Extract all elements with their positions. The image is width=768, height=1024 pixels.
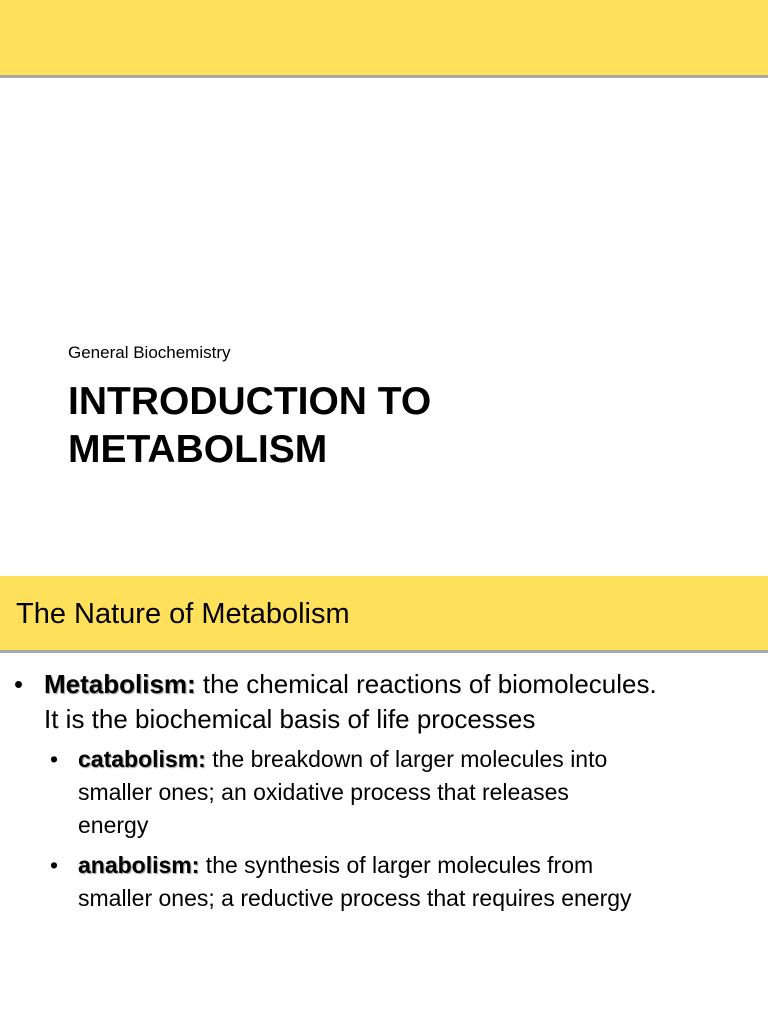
catabolism-line-3: energy bbox=[78, 812, 149, 838]
anabolism-bullet bbox=[50, 849, 750, 915]
bullet-dot-icon: • bbox=[14, 669, 24, 699]
course-subtitle: General Biochemistry bbox=[68, 343, 231, 362]
slide-title bbox=[68, 378, 431, 474]
anabolism-text bbox=[78, 849, 750, 915]
catabolism-line-2: smaller ones; an oxidative process that releases bbox=[78, 779, 569, 805]
content-slide-header bbox=[0, 576, 768, 653]
metabolism-definition: the chemical reactions of biomolecules. bbox=[195, 669, 657, 699]
anabolism-line-1 bbox=[78, 849, 750, 882]
title-slide bbox=[0, 78, 768, 576]
metabolism-text bbox=[44, 667, 759, 737]
metabolism-term: Metabolism: bbox=[44, 669, 196, 699]
anabolism-definition: the synthesis of larger molecules from bbox=[199, 852, 594, 878]
anabolism-term: anabolism: bbox=[78, 852, 200, 878]
content-slide-title: The Nature of Metabolism bbox=[16, 598, 350, 630]
metabolism-line-1 bbox=[44, 667, 759, 702]
catabolism-line-1 bbox=[78, 743, 750, 776]
slide-title-line-1: INTRODUCTION TO bbox=[68, 380, 432, 423]
bullet-dot-icon: • bbox=[50, 746, 59, 772]
bullet-dot-icon: • bbox=[50, 852, 59, 878]
anabolism-line-2: smaller ones; a reductive process that requires energy bbox=[78, 885, 632, 911]
catabolism-definition: the breakdown of larger molecules into bbox=[205, 746, 608, 772]
metabolism-line-2: It is the biochemical basis of life processes bbox=[44, 704, 536, 734]
content-slide-body bbox=[0, 653, 768, 1024]
slide-title-line-2: METABOLISM bbox=[68, 428, 328, 471]
catabolism-bullet bbox=[50, 743, 750, 842]
catabolism-text bbox=[78, 743, 750, 842]
top-header-band bbox=[0, 0, 768, 78]
metabolism-bullet bbox=[14, 667, 759, 737]
catabolism-term: catabolism: bbox=[78, 746, 206, 772]
